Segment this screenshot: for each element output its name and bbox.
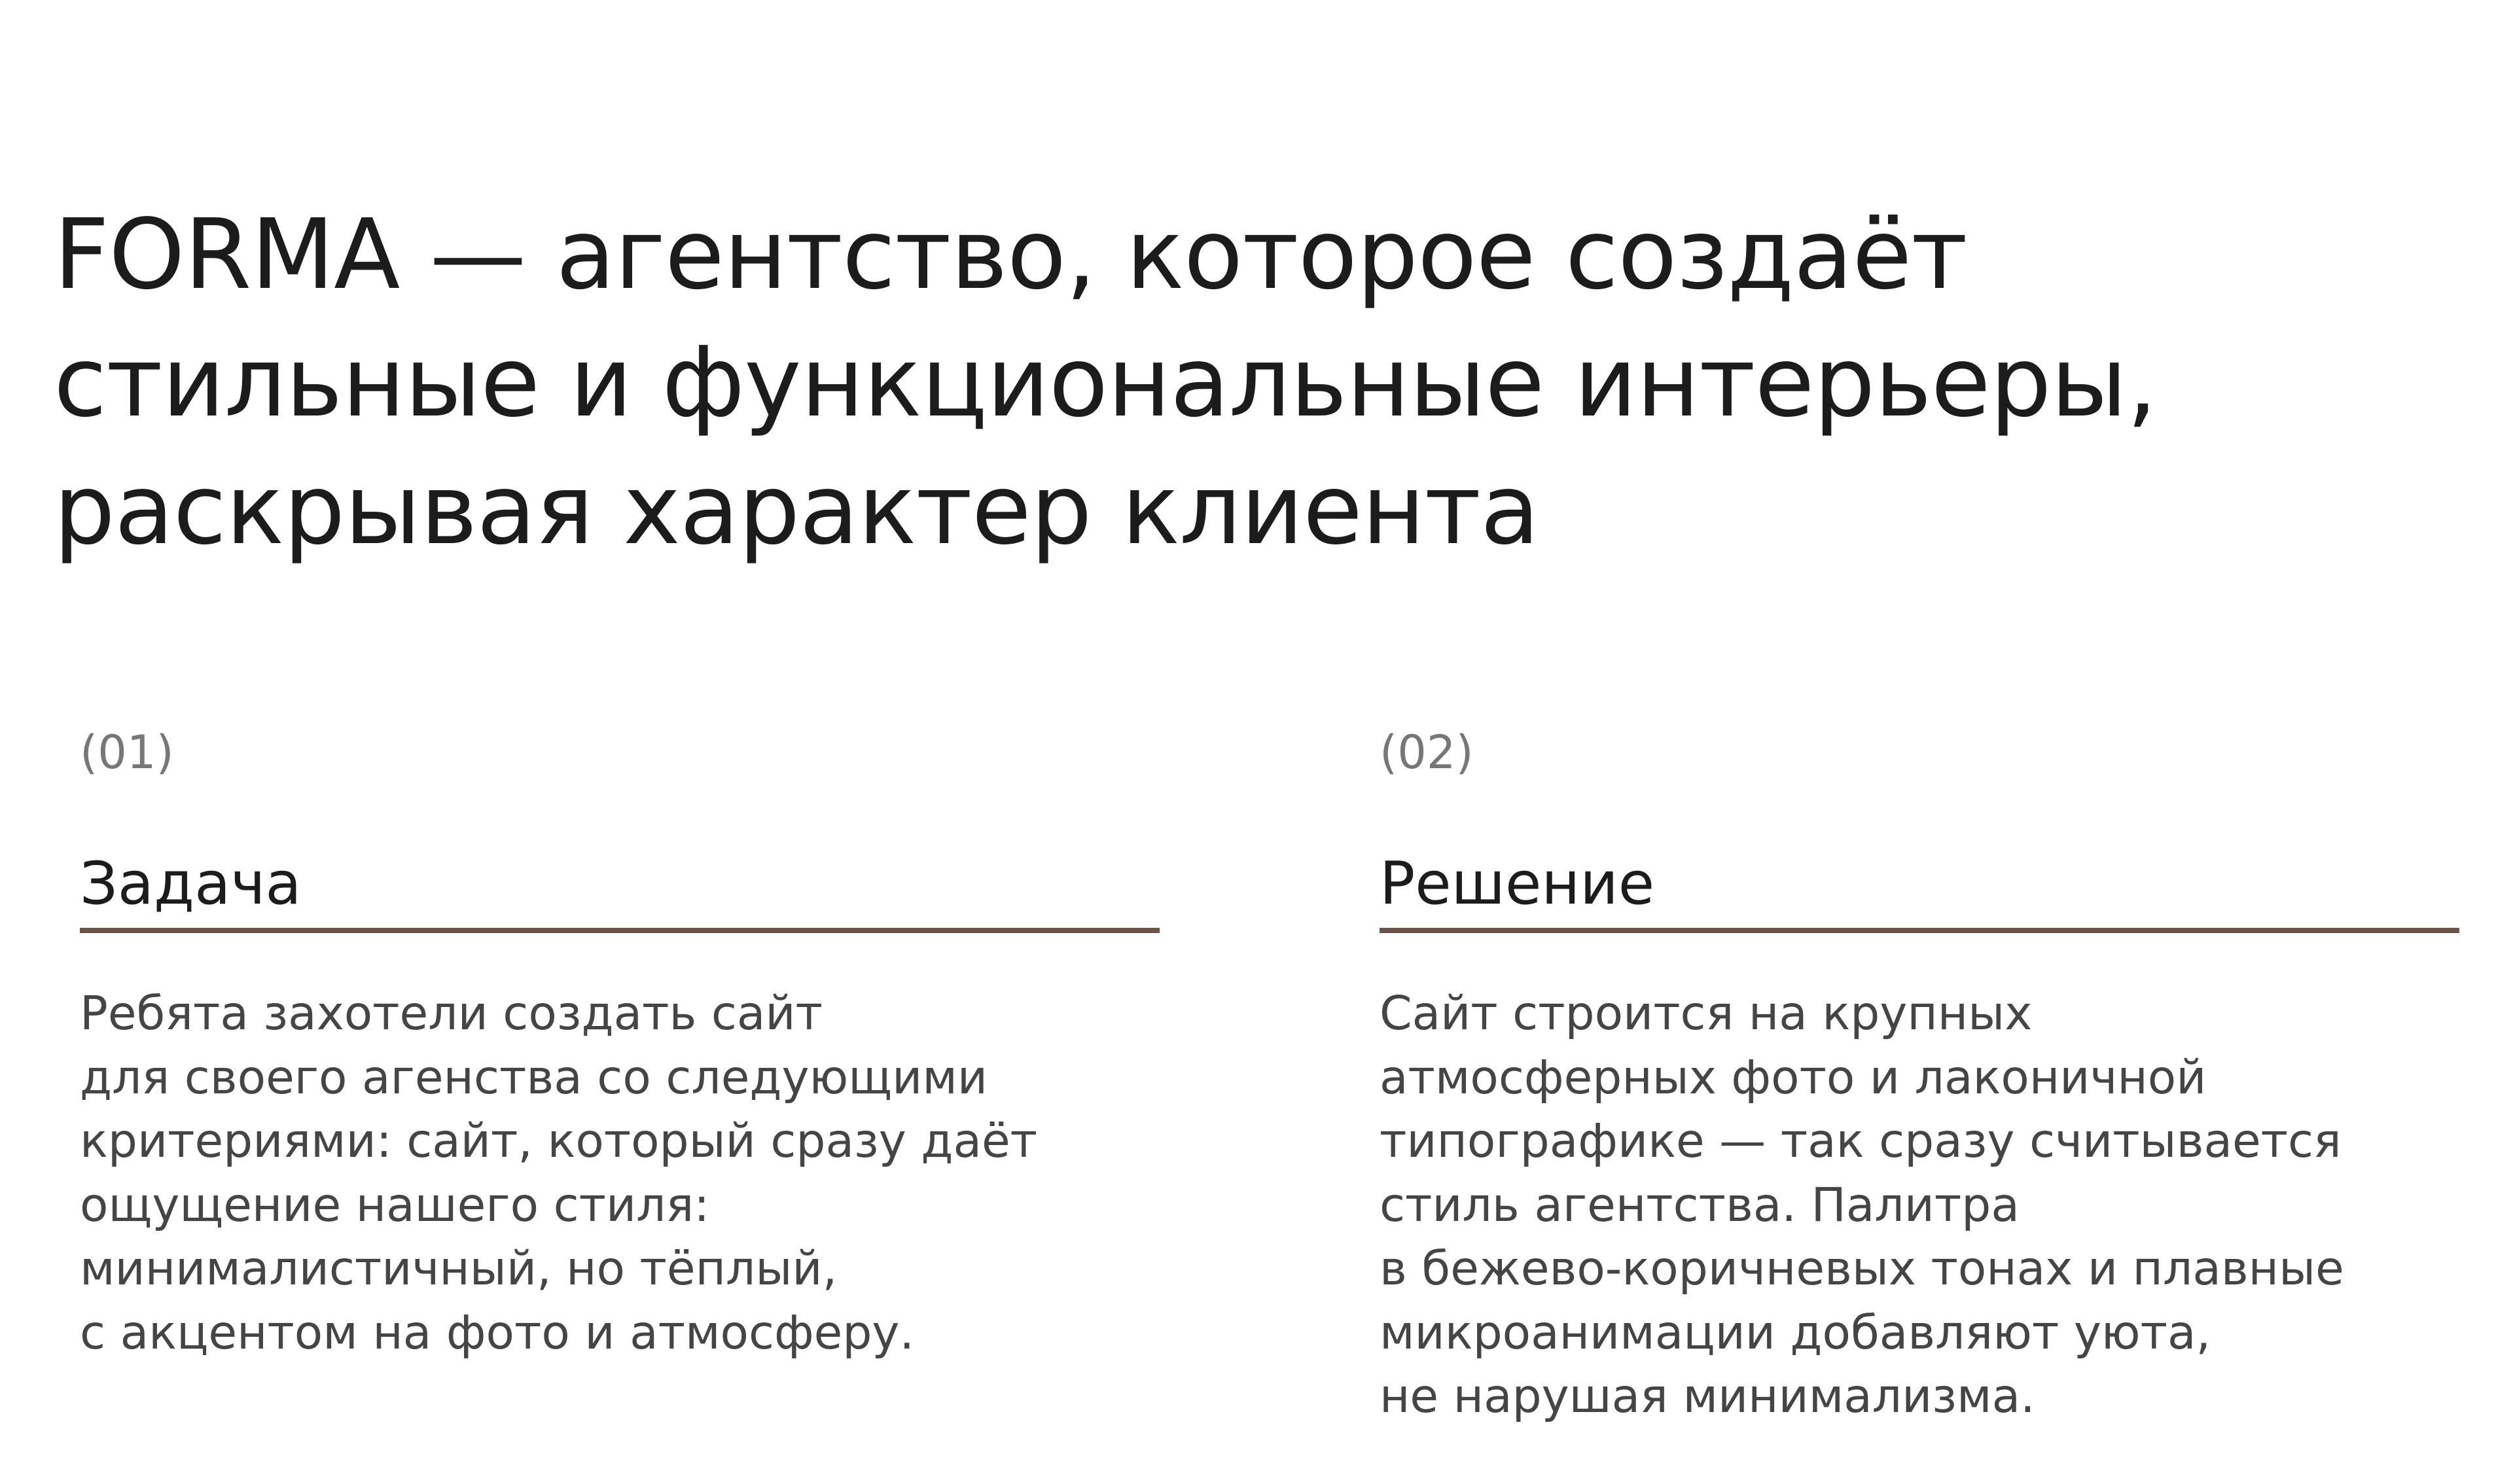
task-line: Ребята захотели создать сайт [80, 986, 823, 1040]
task-line: для своего агенства со следующими [80, 1050, 988, 1104]
solution-line: в бежево-коричневых тонах и плавные [1380, 1241, 2344, 1296]
headline-line-1: FORMA — агентство, которое создаёт [54, 198, 1967, 311]
solution-line: атмосферных фото и лаконичной [1380, 1050, 2207, 1104]
task-line: минималистичный, но тёплый, [80, 1241, 838, 1296]
task-description [80, 981, 1192, 1364]
section-number: (02) [1380, 726, 1474, 779]
task-line: с акцентом на фото и атмосферу. [80, 1305, 915, 1360]
section-title-solution: Решение [1380, 848, 2459, 933]
solution-description [1380, 981, 2492, 1428]
task-column [80, 720, 1160, 1360]
page-headline [54, 191, 2410, 574]
solution-line: микроанимации добавляют уюта, [1380, 1305, 2211, 1360]
headline-line-2: стильные и функциональные интерьеры, [54, 326, 2157, 438]
task-line: критериями: сайт, который сразу даёт [80, 1114, 1037, 1168]
task-line: ощущение нашего стиля: [80, 1177, 710, 1232]
solution-line: типографике — так сразу считывается [1380, 1114, 2342, 1168]
solution-line: Сайт строится на крупных [1380, 986, 2033, 1040]
solution-line: не нарушая минимализма. [1380, 1369, 2035, 1423]
headline-line-3: раскрывая характер клиента [54, 453, 1539, 566]
section-title-task: Задача [80, 848, 1160, 933]
section-number: (01) [80, 726, 174, 779]
solution-line: стиль агентства. Палитра [1380, 1177, 2020, 1232]
solution-column [1380, 720, 2459, 1423]
